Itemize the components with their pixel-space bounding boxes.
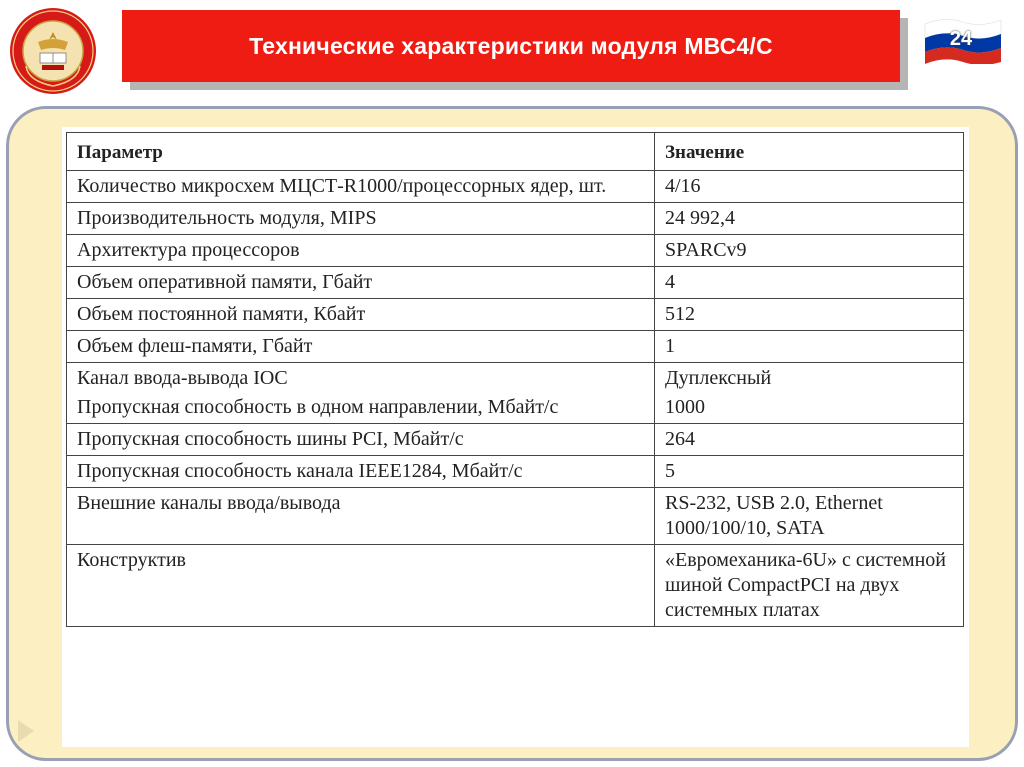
value-cell: RS-232, USB 2.0, Ethernet 1000/100/10, SATA: [655, 488, 964, 545]
table-row: [67, 299, 964, 331]
value-cell: 1: [655, 331, 964, 363]
previous-slide-arrow-icon[interactable]: [18, 720, 34, 742]
table-row: [67, 456, 964, 488]
value-cell: 512: [655, 299, 964, 331]
param-cell: Производительность модуля, MIPS: [67, 203, 655, 235]
table-row: [67, 363, 964, 424]
value-cell: SPARCv9: [655, 235, 964, 267]
param-line: Канал ввода-вывода IOC: [77, 367, 288, 389]
table-row: [67, 545, 964, 627]
param-cell: Количество микросхем МЦСТ-R1000/процессорных ядер, шт.: [67, 171, 655, 203]
param-cell: Конструктив: [67, 545, 655, 627]
table-row: [67, 171, 964, 203]
value-cell: [655, 363, 964, 424]
value-cell: 264: [655, 424, 964, 456]
param-cell: Пропускная способность канала IEEE1284, Мбайт/с: [67, 456, 655, 488]
table-row: [67, 235, 964, 267]
table-row: [67, 203, 964, 235]
param-cell: Архитектура процессоров: [67, 235, 655, 267]
param-cell: Объем оперативной памяти, Гбайт: [67, 267, 655, 299]
slide-number: 24: [949, 28, 973, 50]
param-cell: Объем постоянной памяти, Кбайт: [67, 299, 655, 331]
value-cell: 4: [655, 267, 964, 299]
title-bar: [122, 10, 900, 82]
slide-title: Технические характеристики модуля МВС4/С: [249, 32, 773, 59]
value-cell: «Евромеханика-6U» с системной шиной CompactPCI на двух системных платах: [655, 545, 964, 627]
param-line: Пропускная способность в одном направлении, Мбайт/с: [77, 396, 559, 418]
param-cell: Объем флеш-памяти, Гбайт: [67, 331, 655, 363]
param-cell: [67, 363, 655, 424]
column-header-parameter: Параметр: [67, 133, 655, 171]
table-row: [67, 488, 964, 545]
param-cell: Пропускная способность шины PCI, Мбайт/с: [67, 424, 655, 456]
value-cell: 5: [655, 456, 964, 488]
table-row: [67, 267, 964, 299]
specs-table: [66, 132, 964, 627]
table-row: [67, 331, 964, 363]
value-line: Дуплексный: [665, 367, 772, 389]
value-line: 1000: [665, 396, 705, 418]
academy-emblem-logo: [8, 6, 98, 96]
table-container: [62, 127, 969, 747]
value-cell: 24 992,4: [655, 203, 964, 235]
column-header-value: Значение: [655, 133, 964, 171]
value-cell: 4/16: [655, 171, 964, 203]
table-row: [67, 424, 964, 456]
table-header-row: [67, 133, 964, 171]
param-cell: Внешние каналы ввода/вывода: [67, 488, 655, 545]
